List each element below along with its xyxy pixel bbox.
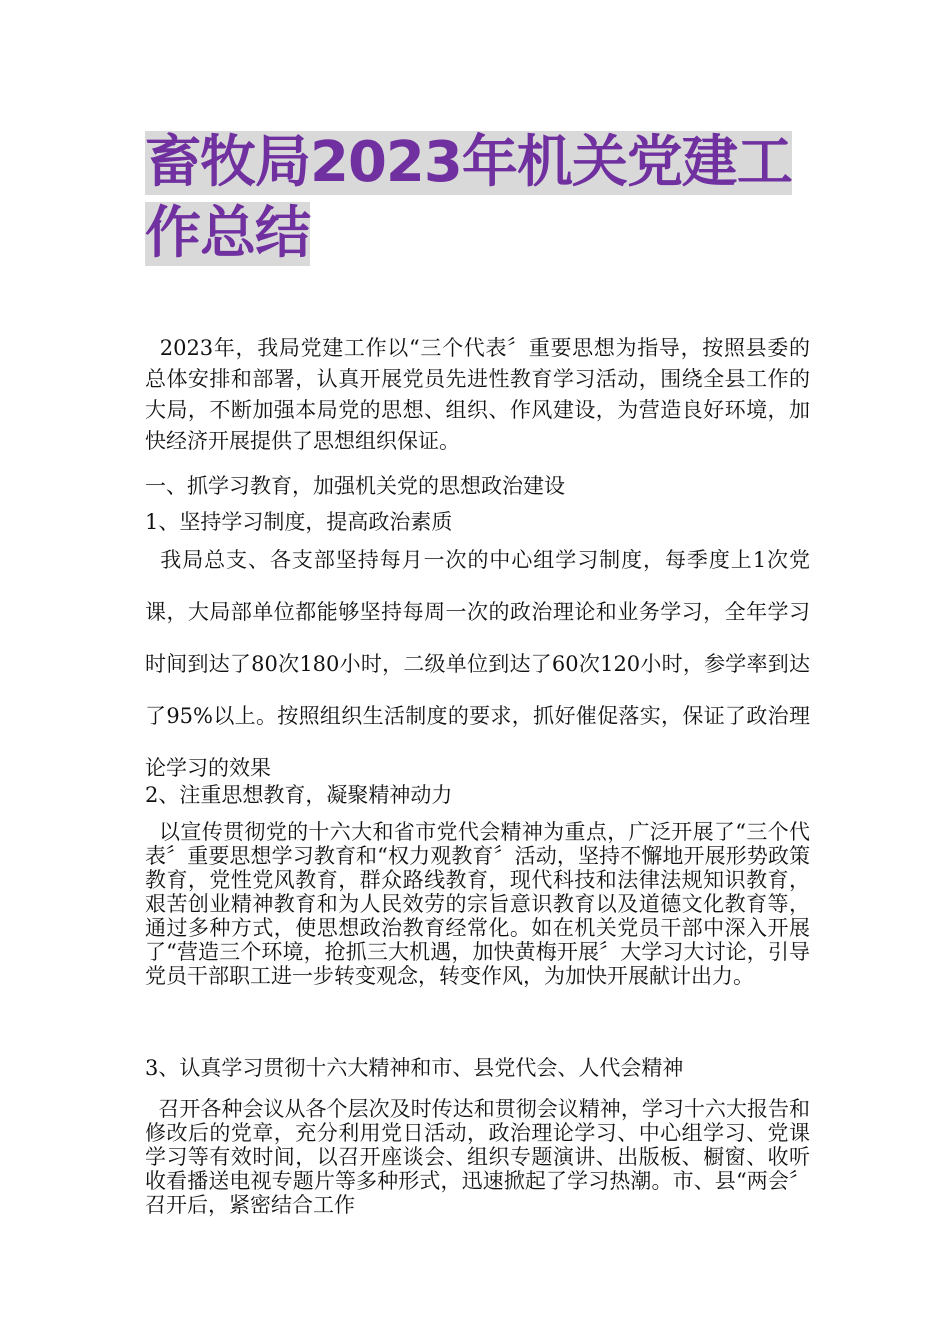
item-1-body: 我局总支、各支部坚持每月一次的中心组学习制度，每季度上1次党课，大局部单位都能够坚持每周一次的政治理论和业务学习，全年学习时间到达了80次180小时，二级单位到达了60次120小时，参学率到达了95%以上。按照组织生活制度的要求，抓好催促落实，保证了政治理论学习的效果 bbox=[145, 548, 811, 780]
paragraph-intro: 2023年，我局党建工作以“三个代表〞重要思想为指导，按照县委的总体安排和部署，认真开展党员先进性教育学习活动，围绕全县工作的大局，不断加强本局党的思想、组织、作风建设，为营造良好环境，加快经济开展提供了思想组织保证。 bbox=[145, 336, 810, 453]
item-2-body: 以宣传贯彻党的十六大和省市党代会精神为重点，广泛开展了“三个代表〞重要思想学习教育和“权力观教育〞活动，坚持不懈地开展形势政策教育，党性党风教育，群众路线教育，现代科技和法律法规知识教育，艰苦创业精神教育和为人民效劳的宗旨意识教育以及道德文化教育等，通过多种方式，使思想政治教育经常化。如在机关党员干部中深入开展了“营造三个环境，抢抓三大机遇，加快黄梅开展〞大学习大讨论，引导党员干部职工进一步转变观念，转变作风，为加快开展献计出力。 bbox=[145, 820, 811, 988]
item-3-body: 召开各种会议从各个层次及时传达和贯彻会议精神，学习十六大报告和修改后的党章，充分利用党日活动，政治理论学习、中心组学习、党课学习等有效时间，以召开座谈会、组织专题演讲、出版板、橱窗、收听收看播送电视专题片等多种形式，迅速掀起了学习热潮。市、县“两会〞召开后，紧密结合工作 bbox=[145, 1097, 810, 1217]
item-2-heading: 2、注重思想教育，凝聚精神动力 bbox=[145, 783, 453, 807]
item-3-heading: 3、认真学习贯彻十六大精神和市、县党代会、人代会精神 bbox=[145, 1056, 684, 1080]
document-title-line-1: 畜牧局2023年机关党建工 bbox=[145, 130, 792, 195]
document-title-line-2: 作总结 bbox=[145, 201, 310, 266]
item-1-heading: 1、坚持学习制度，提高政治素质 bbox=[145, 510, 453, 534]
section-1-heading: 一、抓学习教育，加强机关党的思想政治建设 bbox=[145, 474, 565, 498]
